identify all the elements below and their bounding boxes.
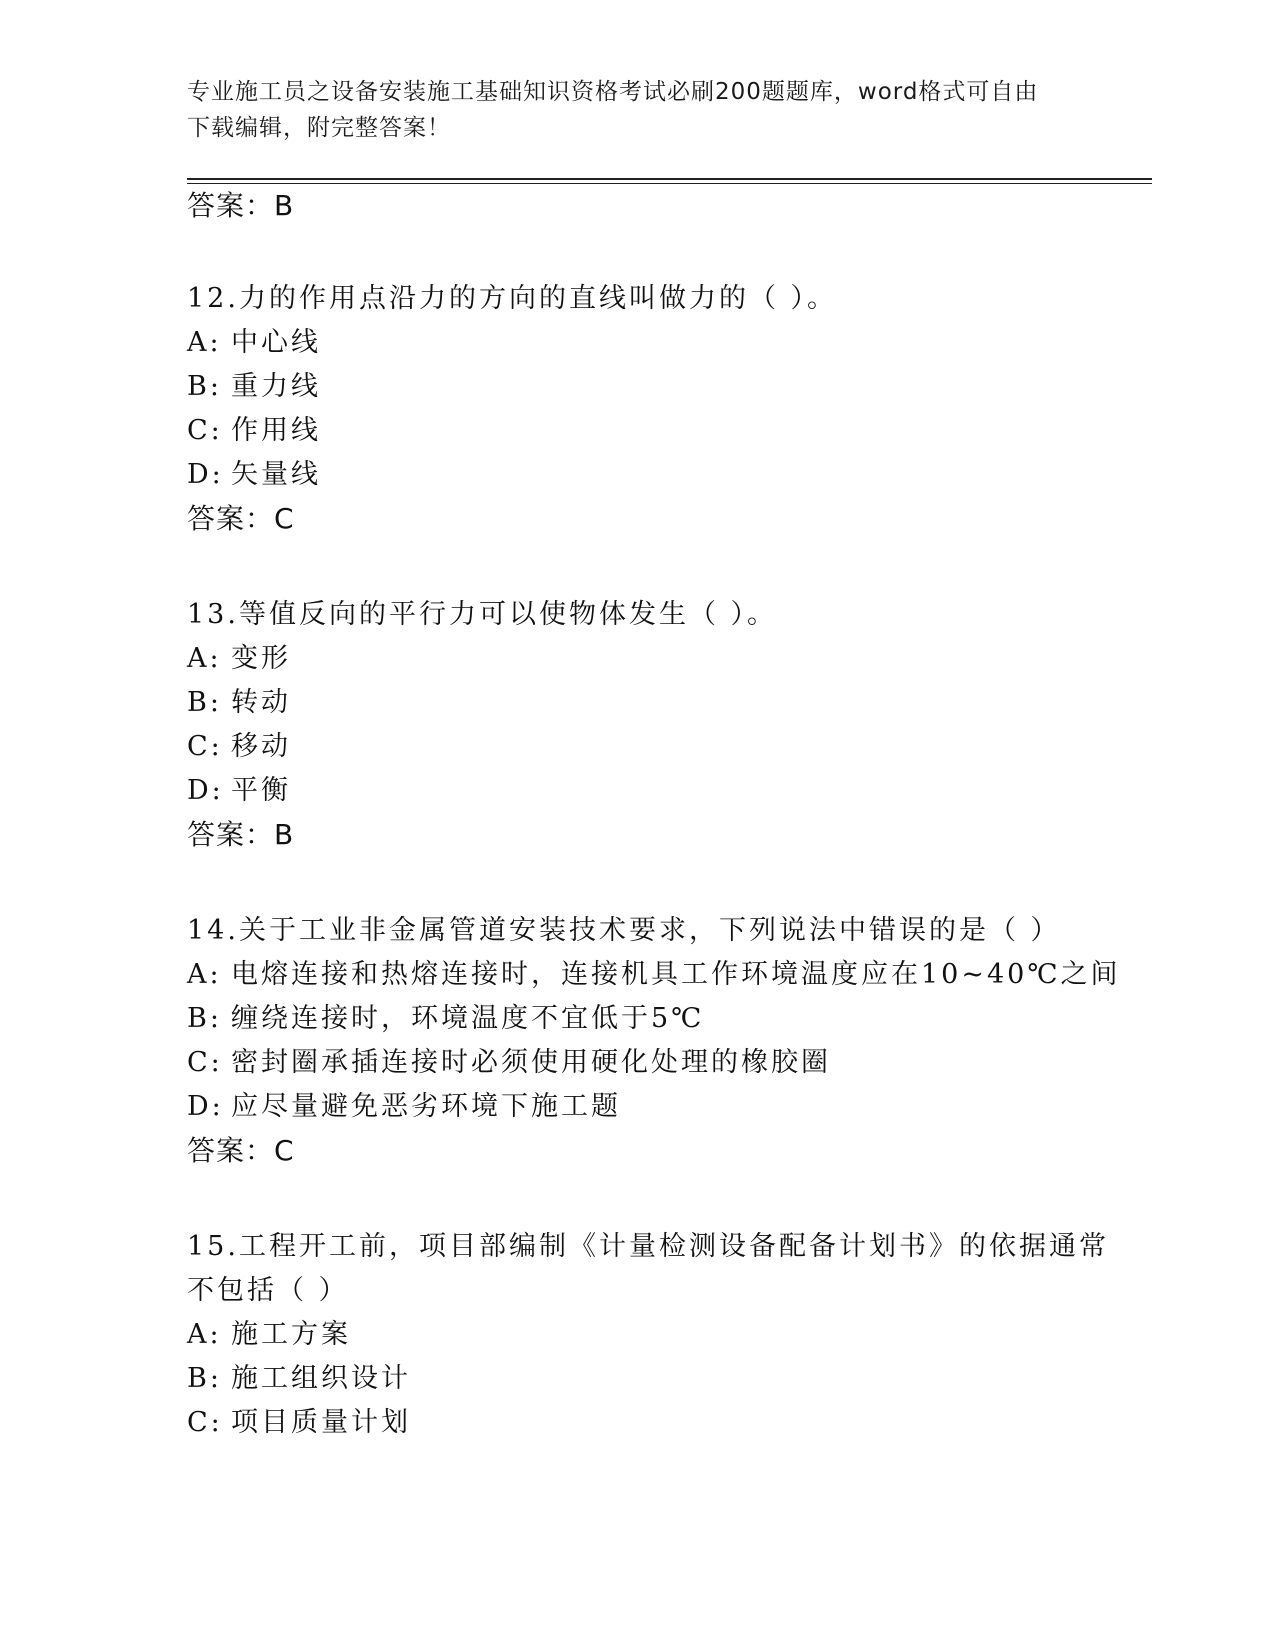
option-text: 项目质量计划 — [231, 1407, 411, 1438]
option-letter: D: — [187, 459, 224, 490]
option-letter: C: — [187, 731, 223, 762]
question-14-option-b — [187, 1001, 704, 1037]
question-12-option-b — [187, 369, 321, 405]
question-13-option-a — [187, 641, 291, 677]
option-text: 移动 — [231, 731, 291, 762]
document-header — [187, 74, 1087, 146]
option-text: 转动 — [231, 687, 291, 718]
question-14-option-d — [187, 1089, 621, 1125]
question-15-stem-line-2: 不包括（ ） — [187, 1275, 349, 1306]
option-letter: C: — [187, 415, 223, 446]
option-text: 密封圈承插连接时必须使用硬化处理的橡胶圈 — [231, 1047, 831, 1078]
option-text: 施工组织设计 — [231, 1363, 411, 1394]
question-13-option-b — [187, 685, 291, 721]
question-14-option-c — [187, 1045, 831, 1081]
option-text: 缠绕连接时，环境温度不宜低于5℃ — [231, 1003, 705, 1034]
option-letter: D: — [187, 775, 224, 806]
option-letter: C: — [187, 1047, 223, 1078]
question-15-stem-line-1: 15.工程开工前，项目部编制《计量检测设备配备计划书》的依据通常 — [187, 1231, 1109, 1262]
question-13-option-c — [187, 729, 291, 765]
question-12-option-d — [187, 457, 321, 493]
option-text: 中心线 — [231, 327, 321, 358]
question-15-option-b — [187, 1361, 411, 1397]
option-letter: B: — [187, 1003, 222, 1034]
option-text: 电熔连接和热熔连接时，连接机具工作环境温度应在10~40℃之间 — [231, 959, 1121, 990]
header-line-1: 专业施工员之设备安装施工基础知识资格考试必刷200题题库，word格式可自由 — [187, 79, 1039, 105]
option-text: 重力线 — [231, 371, 321, 402]
question-12-answer: 答案：C — [187, 502, 295, 535]
option-letter: D: — [187, 1091, 224, 1122]
question-12-option-c — [187, 413, 321, 449]
answer-prev: 答案：B — [187, 189, 295, 222]
option-text: 平衡 — [231, 775, 291, 806]
option-text: 矢量线 — [231, 459, 321, 490]
header-line-2: 下载编辑，附完整答案！ — [187, 115, 451, 141]
option-letter: B: — [187, 371, 222, 402]
option-text: 施工方案 — [231, 1319, 351, 1350]
question-13-answer: 答案：B — [187, 818, 295, 851]
option-letter: A: — [187, 1319, 222, 1350]
option-text: 作用线 — [231, 415, 321, 446]
header-divider — [187, 178, 1152, 184]
option-letter: C: — [187, 1407, 223, 1438]
question-14-option-a — [187, 957, 1121, 993]
option-letter: B: — [187, 687, 222, 718]
option-letter: A: — [187, 643, 222, 674]
question-12-stem: 12.力的作用点沿力的方向的直线叫做力的（ ）。 — [187, 283, 838, 314]
question-15-option-a — [187, 1317, 351, 1353]
option-letter: B: — [187, 1363, 222, 1394]
option-letter: A: — [187, 959, 222, 990]
question-12-option-a — [187, 325, 321, 361]
question-14-stem: 14.关于工业非金属管道安装技术要求，下列说法中错误的是（ ） — [187, 915, 1061, 946]
option-letter: A: — [187, 327, 222, 358]
option-text: 变形 — [231, 643, 291, 674]
question-14-answer: 答案：C — [187, 1134, 295, 1167]
question-13-stem: 13.等值反向的平行力可以使物体发生（ ）。 — [187, 599, 778, 630]
question-15-option-c — [187, 1405, 411, 1441]
question-13-option-d — [187, 773, 291, 809]
option-text: 应尽量避免恶劣环境下施工题 — [231, 1091, 621, 1122]
